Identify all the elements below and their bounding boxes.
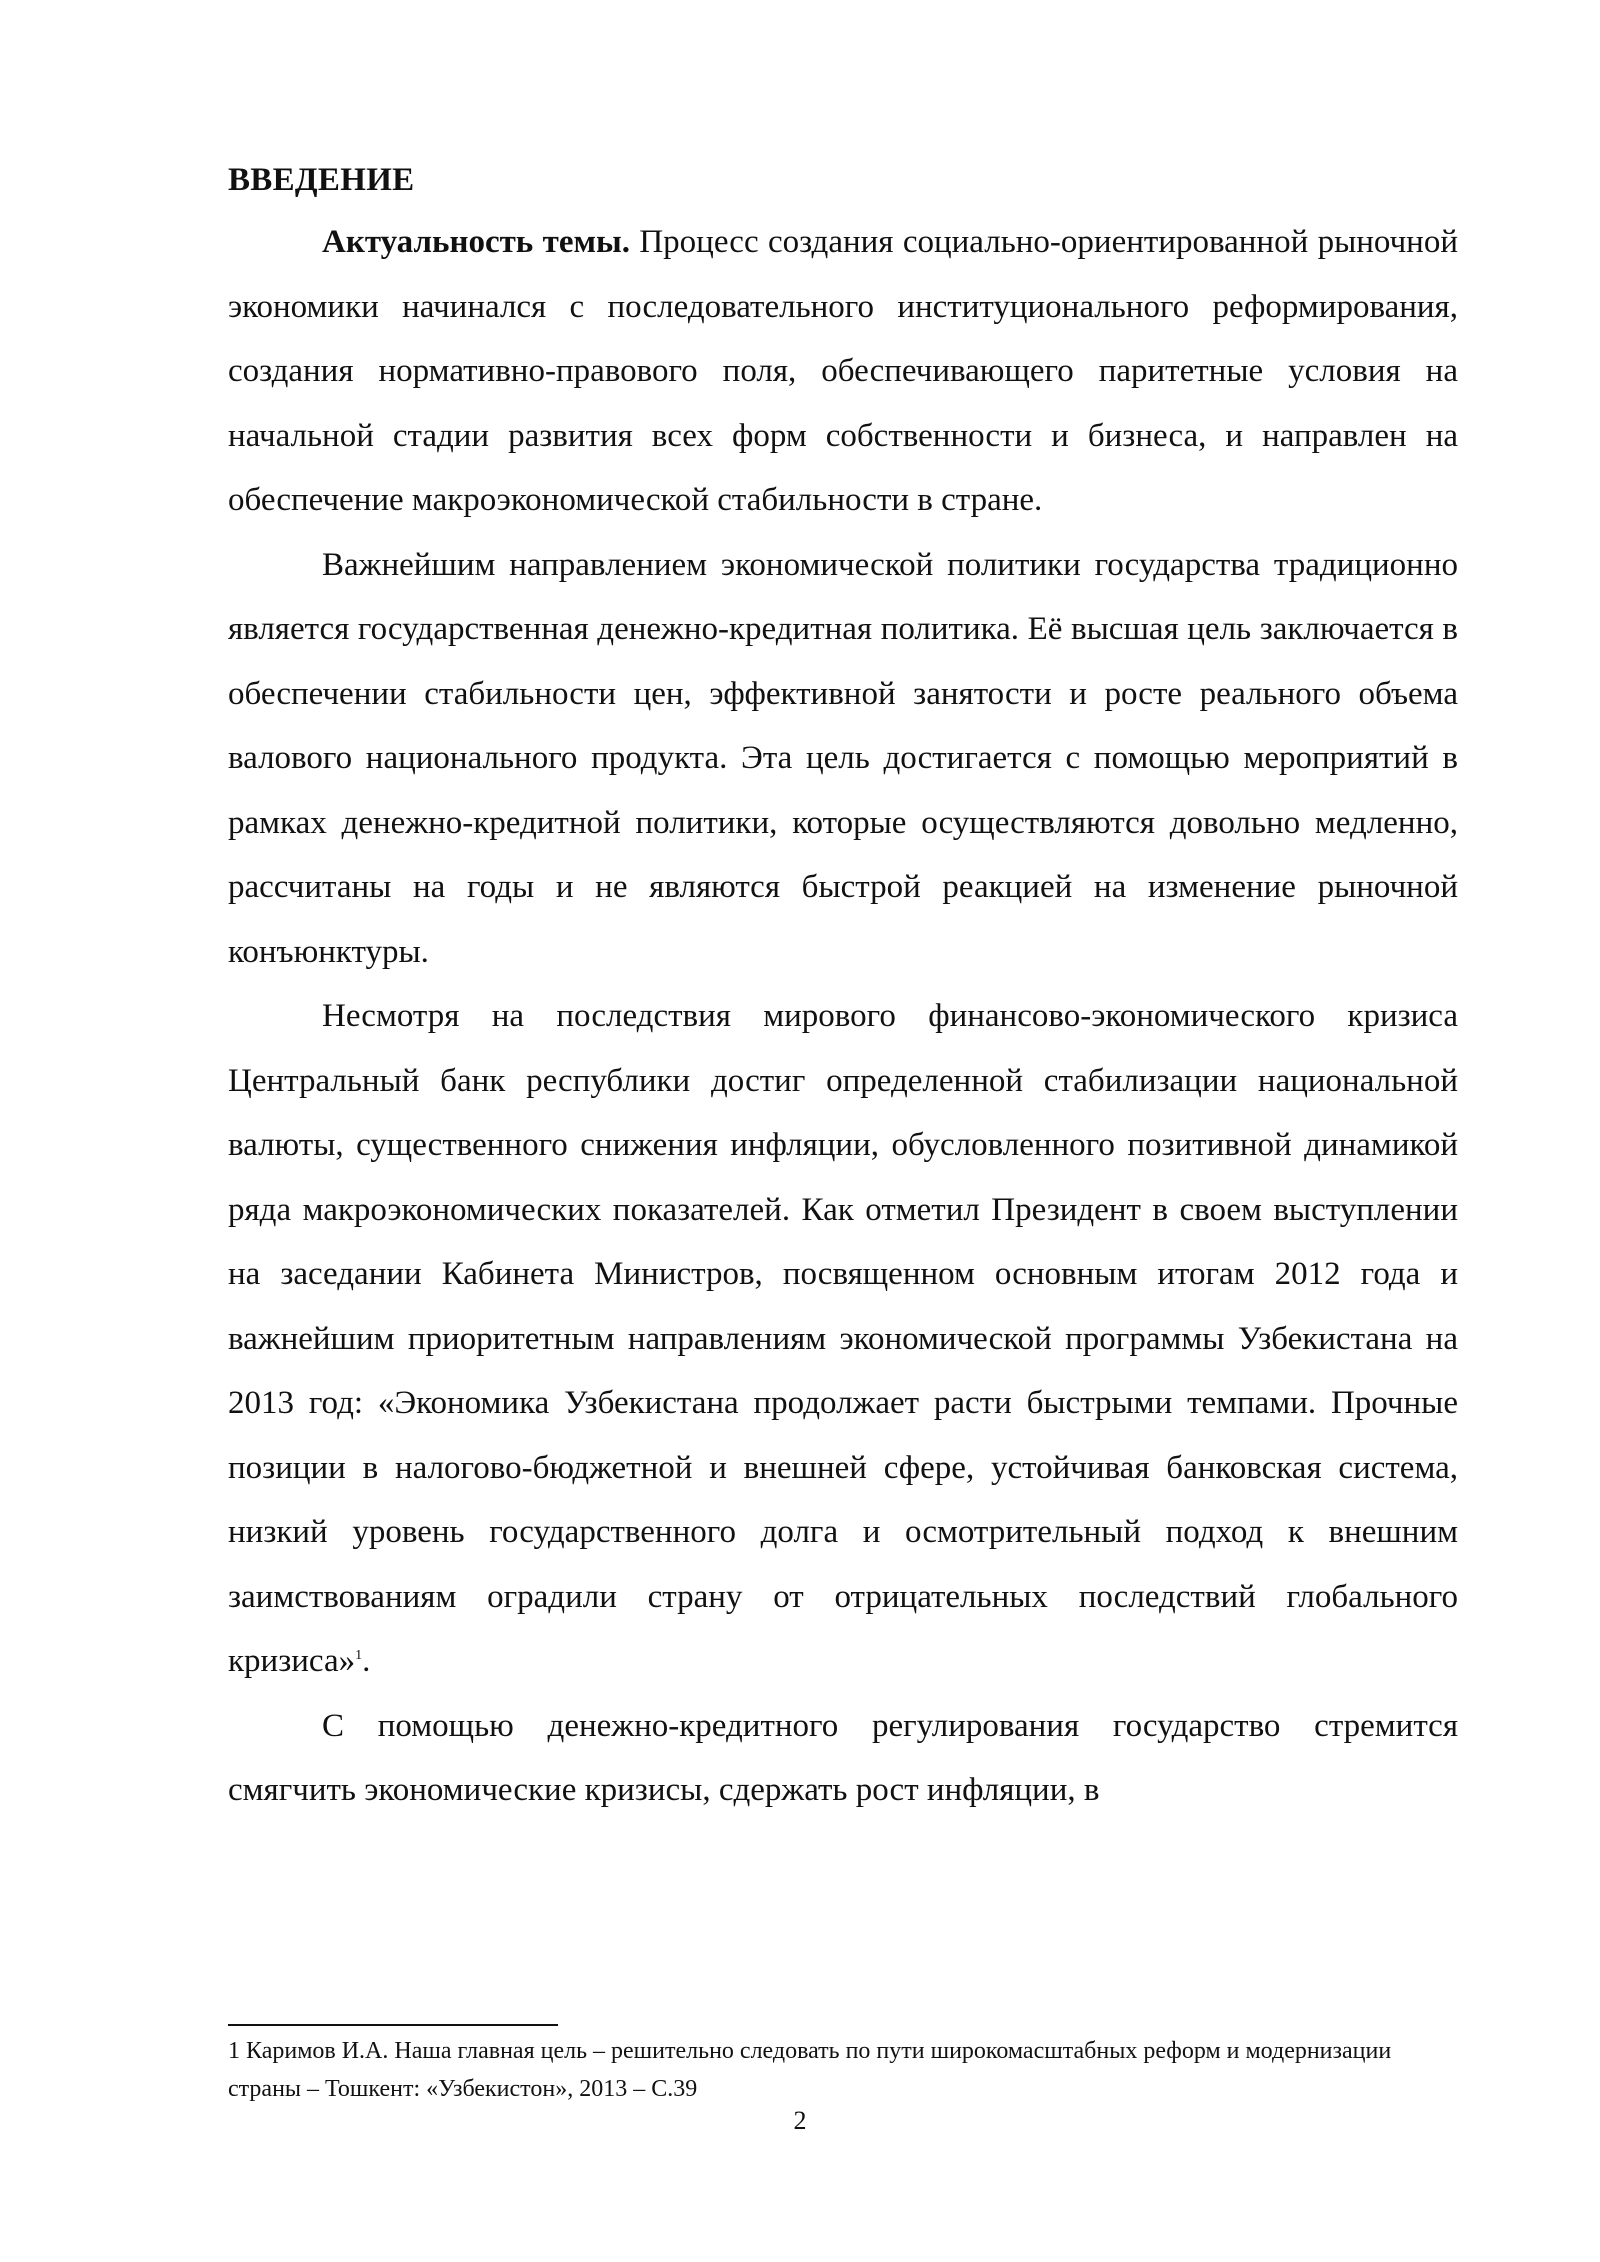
body-text [228, 158, 1458, 1823]
paragraph-text: Несмотря на последствия мирового финансово-экономического кризиса Центральный банк республики достиг определенной стабилизации национальной валюты, существенного снижения инфляции, обусловленного позитивной динамикой ряда макроэкономических показателей. Как отметил Президент в своем выступлении на заседании Кабинета Министров, посвященном основным итогам 2012 года и важнейшим приоритетным направлениям экономической программы Узбекистана на 2013 год: «Экономика Узбекистана продолжает расти быстрыми темпами. Прочные позиции в налогово-бюджетной и внешней сфере, устойчивая банковская система, низкий уровень государственного долга и осмотрительный подход к внешним заимствованиям оградили страну от отрицательных последствий глобального кризиса» [228, 998, 1458, 1679]
page-number: 2 [793, 2106, 807, 2135]
footnote-separator [228, 2024, 558, 2026]
paragraph-lead: Актуальность темы. [322, 224, 630, 260]
paragraph-relevance [228, 210, 1458, 533]
paragraph-monetary-policy: Важнейшим направлением экономической политики государства традиционно является государственная денежно-кредитная политика. Её высшая цель заключается в обеспечении стабильности цен, эффективной занятости и росте реального объема валового национального продукта. Эта цель достигается с помощью мероприятий в рамках денежно-кредитной политики, которые осуществляются довольно медленно, рассчитаны на годы и не являются быстрой реакцией на изменение рыночной конъюнктуры. [228, 546, 1458, 970]
section-heading: ВВЕДЕНИЕ [228, 162, 415, 198]
paragraph-text: Процесс создания социально-ориентированной рыночной экономики начинался с последовательного институционального реформирования, создания нормативно-правового поля, обеспечивающего паритетные условия на начальной стадии развития всех форм собственности и бизнеса, и направлен на обеспечение макроэкономической стабильности в стране. [228, 224, 1458, 518]
footnote-reference[interactable]: 1 [355, 1648, 363, 1663]
footnote: 1 Каримов И.А. Наша главная цель – решительно следовать по пути широкомасштабных реформ и модернизации страны – Тошкент: «Узбекистон», 2013 – С.39 [228, 2038, 1392, 2102]
paragraph-regulation: С помощью денежно-кредитного регулирования государство стремится смягчить экономические кризисы, сдержать рост инфляции, в [228, 1707, 1458, 1808]
paragraph-end: . [362, 1643, 371, 1679]
paragraph-central-bank [228, 984, 1458, 1694]
